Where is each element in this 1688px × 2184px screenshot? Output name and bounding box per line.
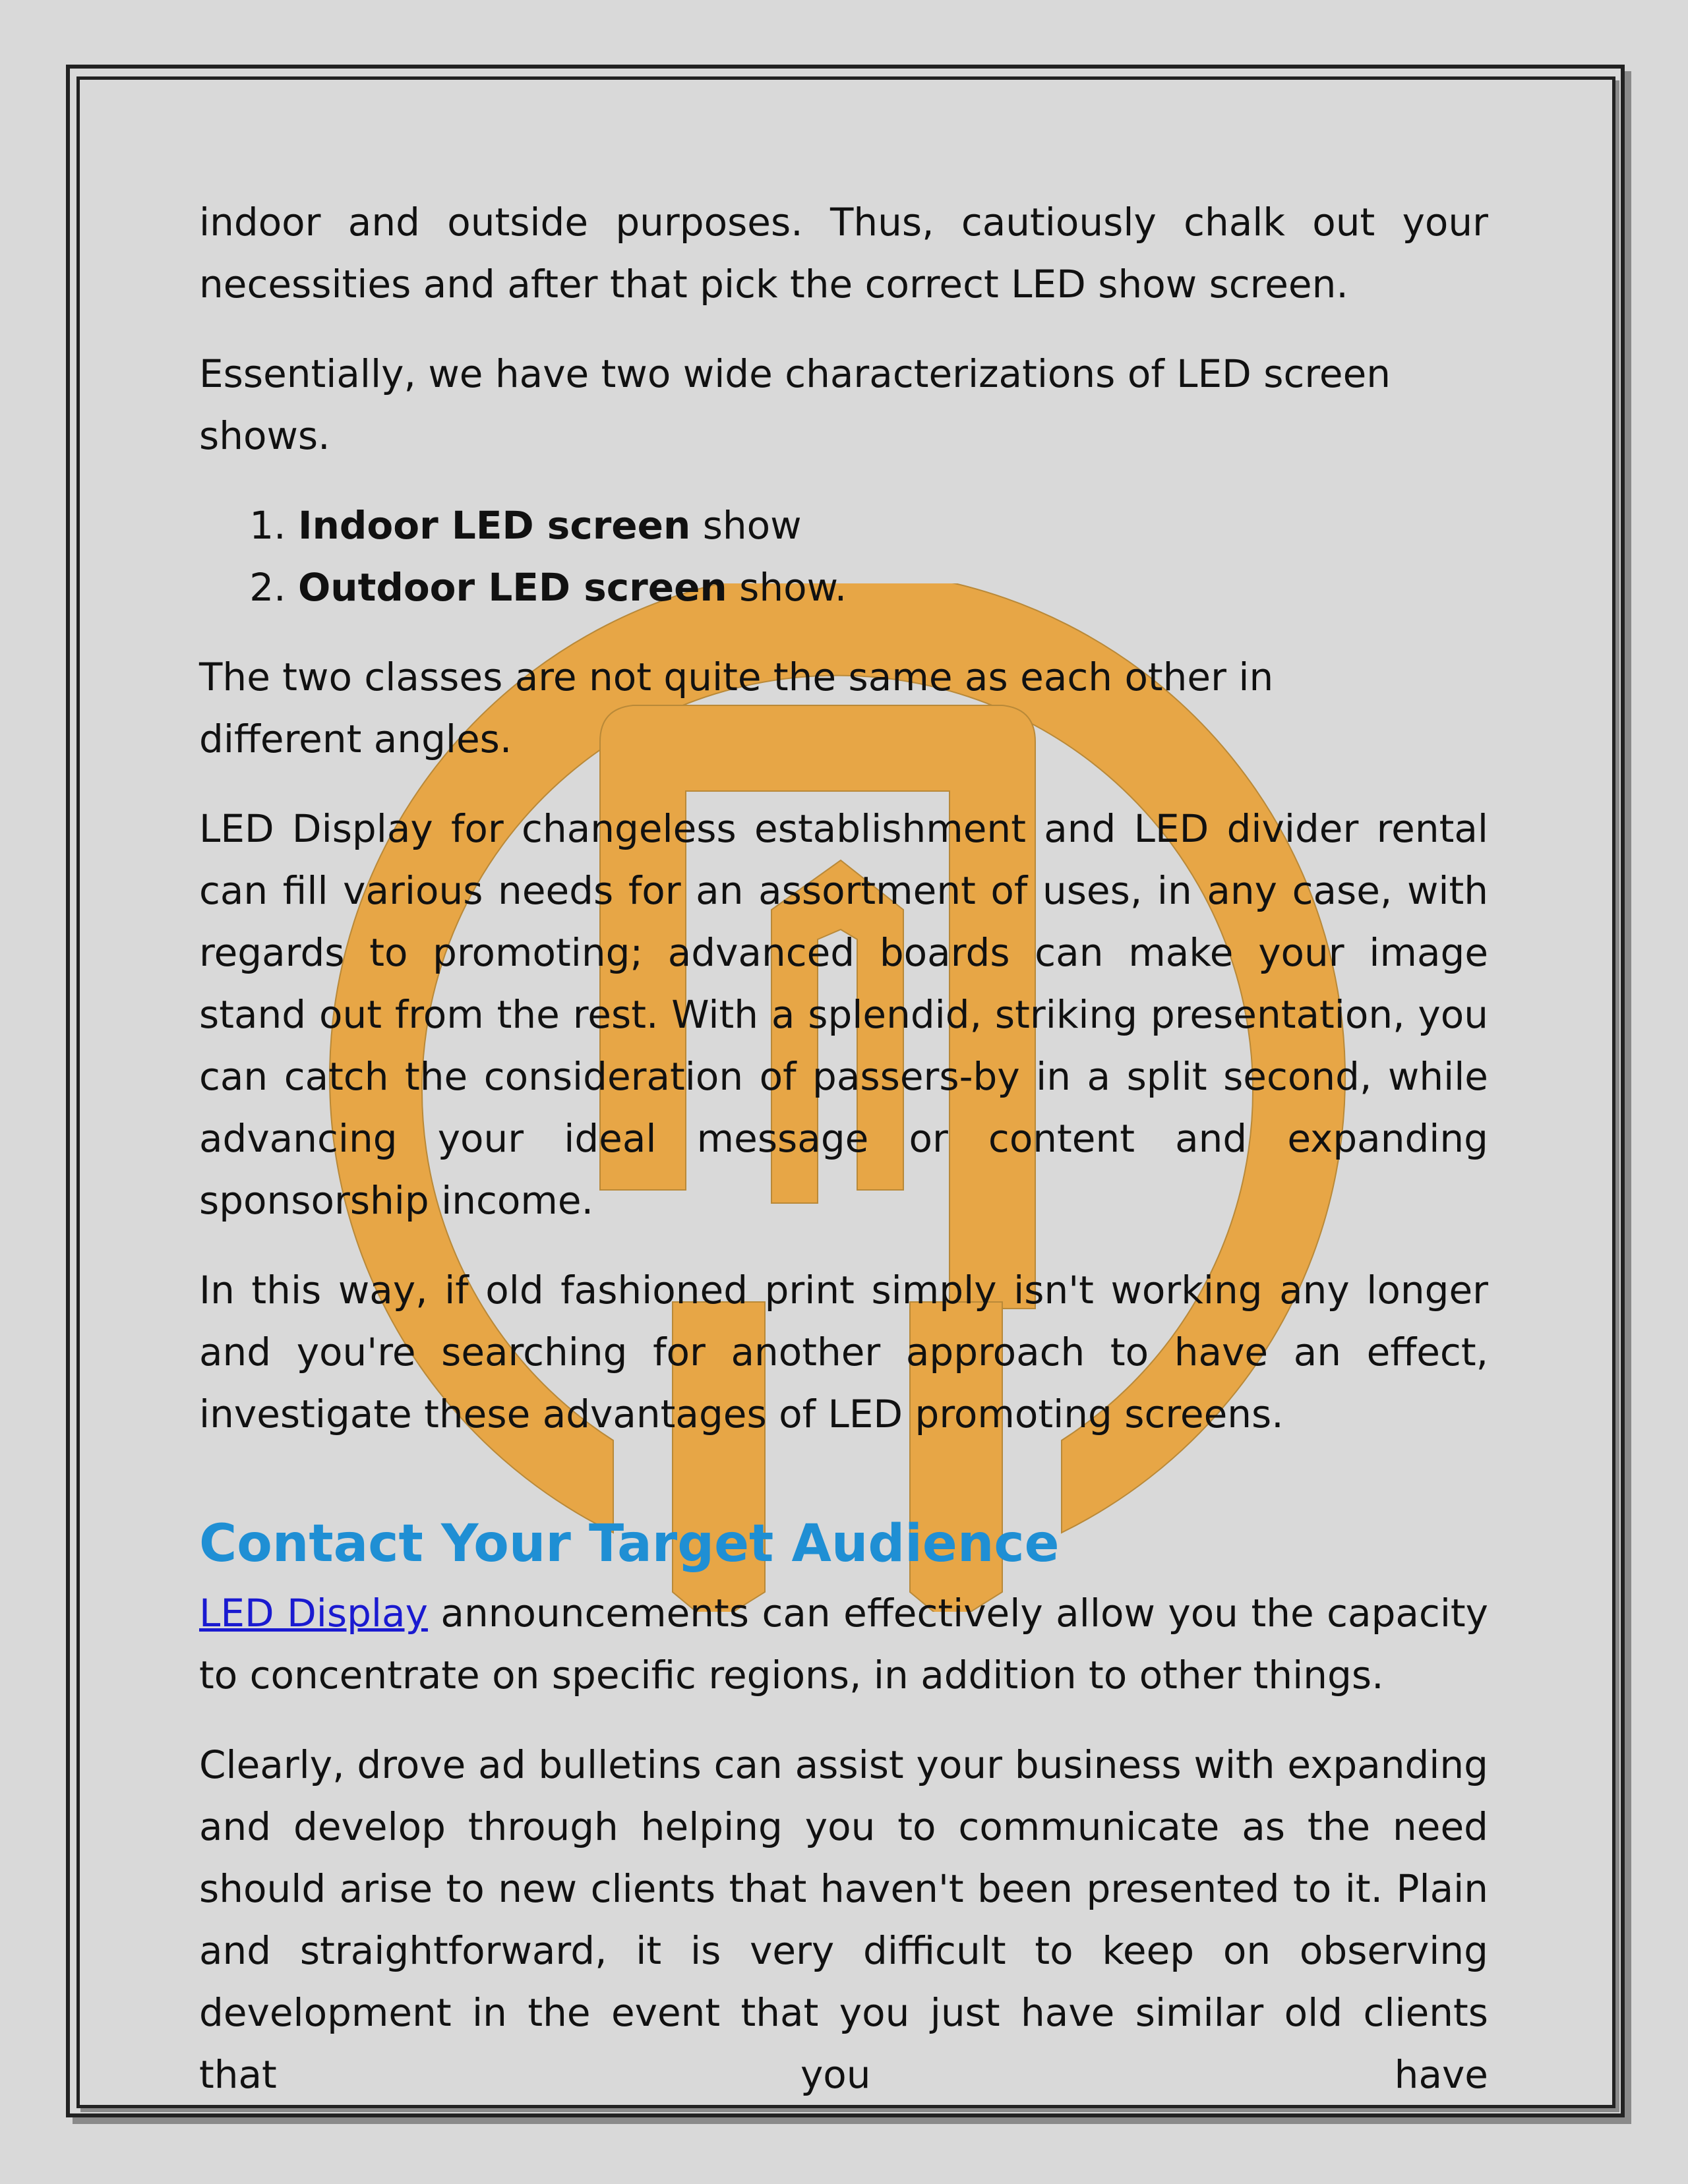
list-item-bold: Outdoor LED screen <box>298 565 727 610</box>
paragraph-6 <box>199 1582 1488 1706</box>
list-item <box>298 556 1488 618</box>
list-item-text: show <box>690 503 802 548</box>
paragraph-1: indoor and outside purposes. Thus, cautiously chalk out your necessities and after that pick the correct LED show screen. <box>199 200 1488 307</box>
led-display-link[interactable]: LED Display <box>199 1591 428 1636</box>
paragraph-3: The two classes are not quite the same as each other in different angles. <box>199 655 1274 761</box>
document-body <box>199 191 1488 2133</box>
paragraph-2: Essentially, we have two wide characterizations of LED screen shows. <box>199 351 1391 458</box>
screen-types-list <box>199 494 1488 618</box>
paragraph-4: LED Display for changeless establishment and LED divider rental can fill various needs for an assortment of uses, in any case, with regards to promoting; advanced boards can make your image stand out from the rest. With a splendid, striking presentation, you can catch the consideration of passers-by in a split second, while advancing your ideal message or content and expanding sponsorship income. <box>199 806 1488 1223</box>
list-item-bold: Indoor LED screen <box>298 503 691 548</box>
paragraph-5: In this way, if old fashioned print simply isn't working any longer and you're searching for another approach to have an effect, investigate these advantages of LED promoting screens. <box>199 1268 1488 1436</box>
section-heading: Contact Your Target Audience <box>199 1514 1060 1574</box>
list-item-text: show. <box>727 565 847 610</box>
paragraph-6-text: announcements can effectively allow you the capacity to concentrate on specific regions, in addition to other things. <box>199 1591 1488 1697</box>
paragraph-7: Clearly, drove ad bulletins can assist your business with expanding and develop through helping you to communicate as the need should arise to new clients that haven't been presented to it. Plain and straightforward, it is very difficult to keep on observing development in the event that you just have similar old clients that you have <box>199 1742 1488 2097</box>
list-item <box>298 494 1488 556</box>
